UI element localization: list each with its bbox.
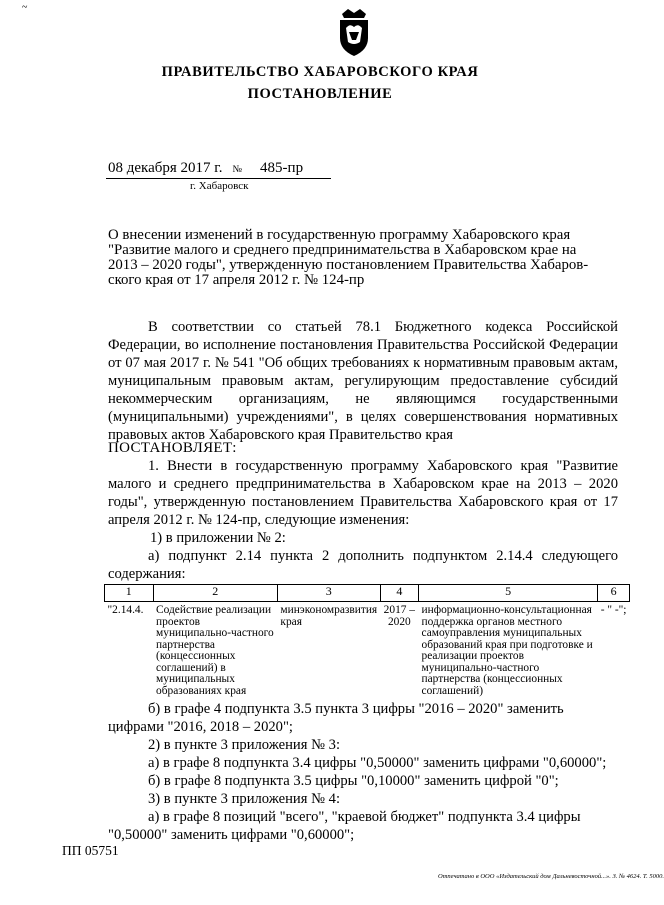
city: г. Хабаровск xyxy=(190,180,249,192)
table-header-cell: 2 xyxy=(153,585,277,602)
amendment-line: цифрами "2016, 2018 – 2020"; xyxy=(108,719,293,735)
item-1-1-paragraph: 1) в приложении № 2: xyxy=(150,530,286,546)
date-number-line xyxy=(108,160,303,177)
document-number: 485-пр xyxy=(260,160,304,176)
table-header-cell: 1 xyxy=(105,585,154,602)
table-cell-executor: минэкономразвития края xyxy=(280,604,378,628)
item-1-1a-paragraph: а) подпункт 2.14 пункта 2 дополнить подпунктом 2.14.4 следующего содержания: xyxy=(108,548,618,582)
date-underline xyxy=(106,178,331,179)
table-header-cell: 3 xyxy=(277,585,380,602)
amendment-line: "0,50000" заменить цифрами "0,60000"; xyxy=(108,827,355,843)
title-line: О внесении изменений в государственную программу Хабаровского края xyxy=(108,227,571,243)
title-line: 2013 – 2020 годы", утвержденную постановлением Правительства Хабаров- xyxy=(108,257,589,273)
amendment-line: 3) в пункте 3 приложения № 4: xyxy=(148,791,341,807)
item-1-paragraph: 1. Внести в государственную программу Хабаровского края "Развитие малого и среднего предпринимательства в Хабаровском крае на 2013 – 2020 годы", утвержденную постановлением Правительства Хабаровского края от 17 апреля 2012 г. № 124-пр, следующие изменения: xyxy=(108,458,618,528)
table-cell-years: 2017 – 2020 xyxy=(383,604,415,628)
intro-paragraph: В соответствии со статьей 78.1 Бюджетного кодекса Российской Федерации, во исполнение постановления Правительства Российской Федерации от 07 мая 2017 г. № 541 "Об общих требованиях к нормативным правовым актам, муниципальным правовым актам, регулирующим предоставление субсидий некоммерческим организациям, не являющимся государственными (муниципальными) учреждениями", в целях совершенствования нормативных правовых актов Хабаровского края Правительство края xyxy=(108,319,618,443)
table-row xyxy=(105,602,630,699)
table-cell-number: "2.14.4. xyxy=(107,604,144,616)
table-cell-result: информационно-консультационная поддержка органов местного самоуправления муниципальных образований края при подготовке и реализации проектов муниципально-частного партнерства (концессионных соглашений) xyxy=(421,604,593,697)
table-header-row xyxy=(105,585,630,602)
amendment-line: б) в графе 4 подпункта 3.5 пункта 3 цифры "2016 – 2020" заменить xyxy=(148,701,564,717)
printer-imprint: Отпечатано в ООО «Издательский дом Дальневосточной...». З. № 4624. Т. 5000. xyxy=(438,873,664,880)
table-header-cell: 6 xyxy=(598,585,630,602)
coat-of-arms-emblem xyxy=(334,6,374,58)
table-header-cell: 5 xyxy=(419,585,598,602)
amendment-line: а) в графе 8 позиций "всего", "краевой бюджет" подпункта 3.4 цифры xyxy=(148,809,581,825)
amendment-line: а) в графе 8 подпункта 3.4 цифры "0,50000" заменить цифрами "0,60000"; xyxy=(148,755,607,771)
table-cell-end: - " -"; xyxy=(600,604,627,616)
footer-code: ПП 05751 xyxy=(62,843,119,858)
title-line: ского края от 17 апреля 2012 г. № 124-пр xyxy=(108,272,365,288)
amendment-table xyxy=(104,584,630,698)
corner-mark: ~ xyxy=(22,2,28,13)
amendment-line: 2) в пункте 3 приложения № 3: xyxy=(148,737,341,753)
title-line: "Развитие малого и среднего предпринимательства в Хабаровском крае на xyxy=(108,242,577,258)
number-label: № xyxy=(232,164,243,175)
document-date: 08 декабря 2017 г. xyxy=(108,160,223,176)
amendment-list xyxy=(108,700,620,844)
document-type: ПОСТАНОВЛЕНИЕ xyxy=(247,86,393,102)
table-cell-name: Содействие реализации проектов муниципально-частного партнерства (концессионных соглашений) в муниципальных образованиях края xyxy=(156,604,274,697)
table-header-cell: 4 xyxy=(380,585,418,602)
decree-word: ПОСТАНОВЛЯЕТ: xyxy=(108,440,237,456)
amendment-line: б) в графе 8 подпункта 3.5 цифры "0,10000" заменить цифрой "0"; xyxy=(148,773,559,789)
government-name: ПРАВИТЕЛЬСТВО ХАБАРОВСКОГО КРАЯ xyxy=(161,64,479,80)
document-title xyxy=(108,228,616,288)
